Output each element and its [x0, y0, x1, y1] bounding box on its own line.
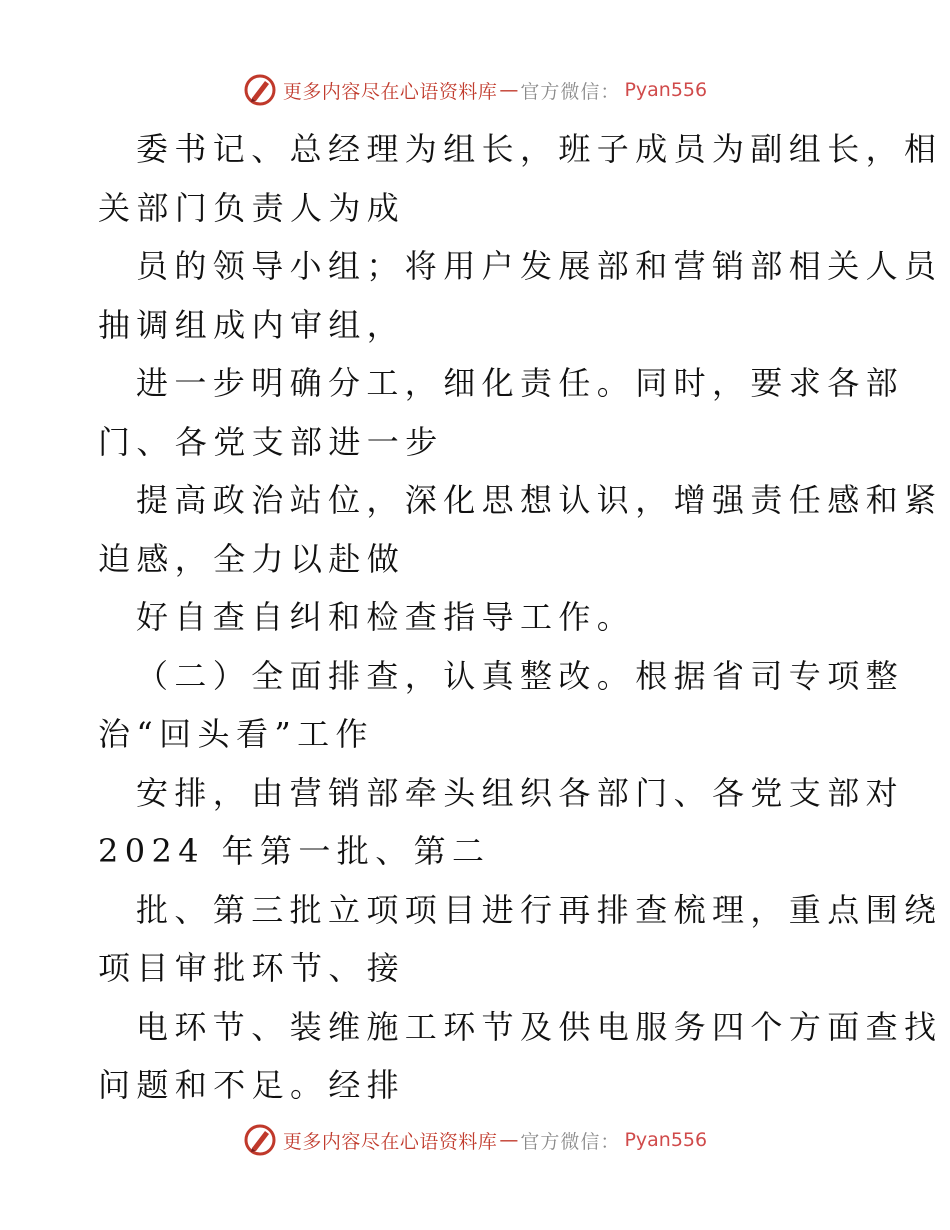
body-line: 门、各党支部进一步: [98, 422, 444, 461]
watermark-text: 更多内容尽在心语资料库: [282, 80, 498, 103]
body-line: 员的领导小组；将用户发展部和营销部相关人员: [136, 247, 943, 285]
body-line: 批、第三批立项项目进行再排查梳理，重点围绕: [136, 890, 943, 929]
watermark-official-label: 官方微信：: [520, 80, 621, 103]
header-watermark: [0, 70, 950, 110]
watermark-official-label: 官方微信：: [520, 1130, 621, 1153]
watermark-wechat-id: Pyan556: [624, 79, 708, 101]
body-line: 抽调组成内审组，: [98, 305, 406, 344]
body-line: 电环节、装维施工环节及供电服务四个方面查找: [136, 1007, 943, 1046]
body-line: 安排，由营销部牵头组织各部门、各党支部对: [136, 773, 905, 812]
watermark-dash: —: [499, 79, 519, 101]
document-body: [98, 120, 943, 1115]
body-line: 进一步明确分工，细化责任。同时，要求各部: [136, 364, 905, 402]
pen-circle-icon: [243, 73, 277, 107]
body-line: 迫感，全力以赴做: [98, 539, 406, 578]
body-line: 关部门负责人为成: [98, 188, 406, 227]
watermark-dash: —: [499, 1129, 519, 1151]
pen-circle-icon: [243, 1123, 277, 1157]
body-line: 项目审批环节、接: [98, 949, 406, 987]
footer-watermark: [0, 1120, 950, 1160]
body-line: 治“回头看”工作: [98, 715, 374, 753]
body-line: 2024 年第一批、第二: [98, 832, 491, 870]
body-line: 提高政治站位，深化思想认识，增强责任感和紧: [136, 481, 943, 519]
watermark-wechat-id: Pyan556: [624, 1129, 708, 1151]
body-line: 委书记、总经理为组长，班子成员为副组长，相: [136, 130, 943, 168]
body-line: 好自查自纠和检查指导工作。: [136, 598, 636, 636]
body-line: 问题和不足。经排: [98, 1066, 406, 1104]
body-line: （二）全面排查，认真整改。根据省司专项整: [136, 656, 905, 695]
watermark-text: 更多内容尽在心语资料库: [282, 1130, 498, 1153]
